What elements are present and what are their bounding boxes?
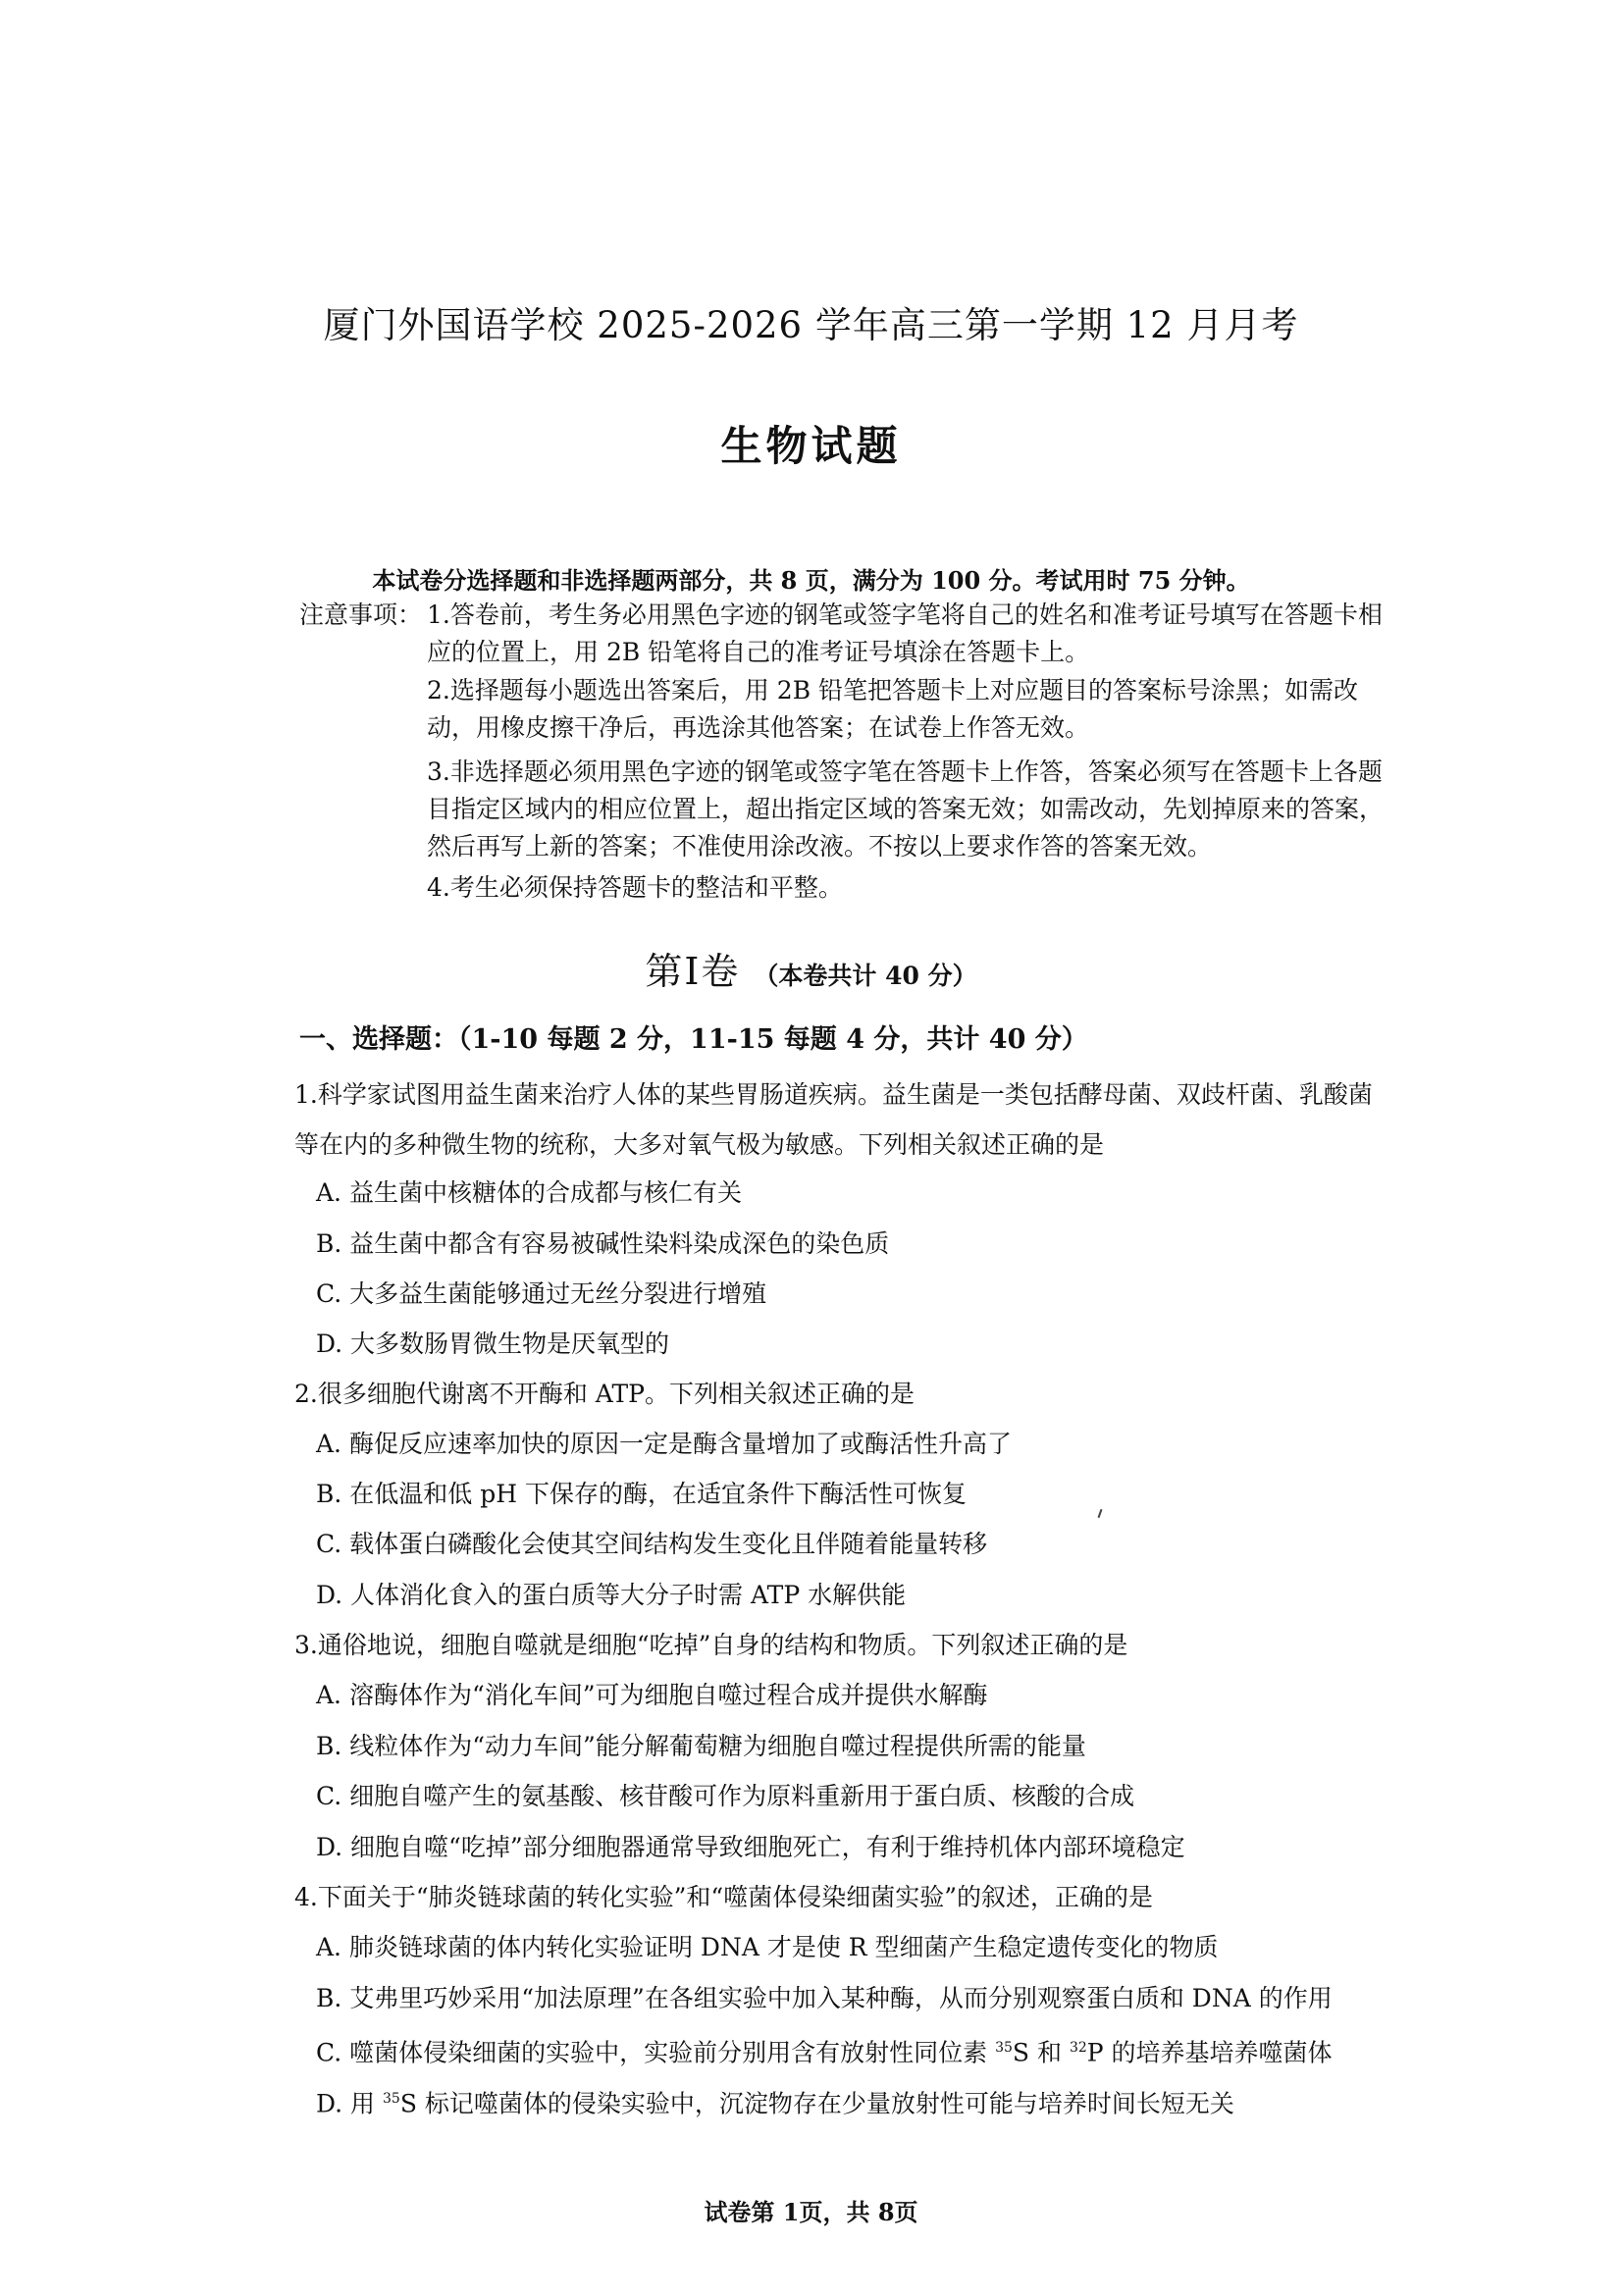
question-stem: 4.下面关于“肺炎链球菌的转化实验”和“噬菌体侵染细菌实验”的叙述，正确的是 (294, 1883, 1153, 1911)
question-option: A. 酶促反应速率加快的原因一定是酶含量增加了或酶活性升高了 (316, 1430, 1012, 1458)
question-option: B. 在低温和低 pH 下保存的酶，在适宜条件下酶活性可恢复 (316, 1480, 967, 1508)
question-option: B. 艾弗里巧妙采用“加法原理”在各组实验中加入某种酶，从而分别观察蛋白质和 DNA 的作用 (316, 1984, 1333, 2012)
question-stem: 1.科学家试图用益生菌来治疗人体的某些胃肠道疾病。益生菌是一类包括酵母菌、双歧杆菌、乳酸菌等在内的多种微生物的统称，大多对氧气极为敏感。下列相关叙述正确的是 (294, 1080, 1373, 1159)
part-heading: 一、选择题：（1-10 每题 2 分，11-15 每题 4 分，共计 40 分） (299, 1024, 1088, 1055)
isotope-mass: 35 (995, 2040, 1013, 2056)
question-option: C. 大多益生菌能够通过无丝分裂进行增殖 (316, 1279, 767, 1308)
option-text: D. 用 (316, 2089, 383, 2118)
question-option: A. 益生菌中核糖体的合成都与核仁有关 (316, 1178, 742, 1207)
section-note: （本卷共计 40 分） (754, 962, 977, 990)
question-option: C. 载体蛋白磷酸化会使其空间结构发生变化且伴随着能量转移 (316, 1530, 988, 1558)
option-text: S 标记噬菌体的侵染实验中，沉淀物存在少量放射性可能与培养时间长短无关 (399, 2089, 1234, 2118)
question-option (316, 2023, 1395, 2077)
question-option: C. 细胞自噬产生的氨基酸、核苷酸可作为原料重新用于蛋白质、核酸的合成 (316, 1782, 1135, 1810)
question-stem: 2.很多细胞代谢离不开酶和 ATP。下列相关叙述正确的是 (294, 1380, 915, 1408)
notice-item: 1.答卷前，考生务必用黑色字迹的钢笔或签字笔将自己的姓名和准考证号填写在答题卡相应的位置上，用 2B 铅笔将自己的准考证号填涂在答题卡上。 (427, 600, 1383, 666)
exam-info: 本试卷分选择题和非选择题两部分，共 8 页，满分为 100 分。考试用时 75 分钟。 (372, 566, 1250, 595)
isotope-mass: 35 (383, 2091, 400, 2107)
page-footer: 试卷第 1页，共 8页 (704, 2198, 918, 2226)
section-title: 第Ⅰ卷 (645, 950, 741, 993)
question-option: A. 溶酶体作为“消化车间”可为细胞自噬过程合成并提供水解酶 (316, 1681, 988, 1709)
option-text: S 和 (1012, 2038, 1070, 2067)
notice-item: 2.选择题每小题选出答案后，用 2B 铅笔把答题卡上对应题目的答案标号涂黑；如需改动，用橡皮擦干净后，再选涂其他答案；在试卷上作答无效。 (427, 676, 1359, 742)
option-text: C. 噬菌体侵染细菌的实验中，实验前分别用含有放射性同位素 (316, 2038, 996, 2067)
notice-item: 3.非选择题必须用黑色字迹的钢笔或签字笔在答题卡上作答，答案必须写在答题卡上各题目指定区域内的相应位置上，超出指定区域的答案无效；如需改动，先划掉原来的答案，然后再写上新的答案；不准使用涂改液。不按以上要求作答的答案无效。 (427, 757, 1385, 861)
question-option: D. 细胞自噬“吃掉”部分细胞器通常导致细胞死亡，有利于维持机体内部环境稳定 (316, 1833, 1185, 1861)
question-option: A. 肺炎链球菌的体内转化实验证明 DNA 才是使 R 型细菌产生稳定遗传变化的物质 (316, 1933, 1219, 1961)
subject-title: 生物试题 (720, 422, 902, 470)
question-option: B. 益生菌中都含有容易被碱性染料染成深色的染色质 (316, 1229, 890, 1258)
section-heading (0, 942, 1622, 1001)
question-option: B. 线粒体作为“动力车间”能分解葡萄糖为细胞自噬过程提供所需的能量 (316, 1732, 1086, 1760)
isotope-mass: 32 (1069, 2040, 1087, 2056)
notice-label: 注意事项： (299, 600, 423, 629)
question-option (316, 2074, 1395, 2128)
exam-title: 厦门外国语学校 2025-2026 学年高三第一学期 12 月月考 (323, 304, 1299, 346)
notice-item: 4.考生必须保持答题卡的整洁和平整。 (427, 873, 843, 902)
question-stem: 3.通俗地说，细胞自噬就是细胞“吃掉”自身的结构和物质。下列叙述正确的是 (294, 1631, 1128, 1659)
question-option: D. 人体消化食入的蛋白质等大分子时需 ATP 水解供能 (316, 1581, 907, 1609)
option-text: P 的培养基培养噬菌体 (1086, 2038, 1333, 2067)
question-option: D. 大多数肠胃微生物是厌氧型的 (316, 1330, 670, 1358)
